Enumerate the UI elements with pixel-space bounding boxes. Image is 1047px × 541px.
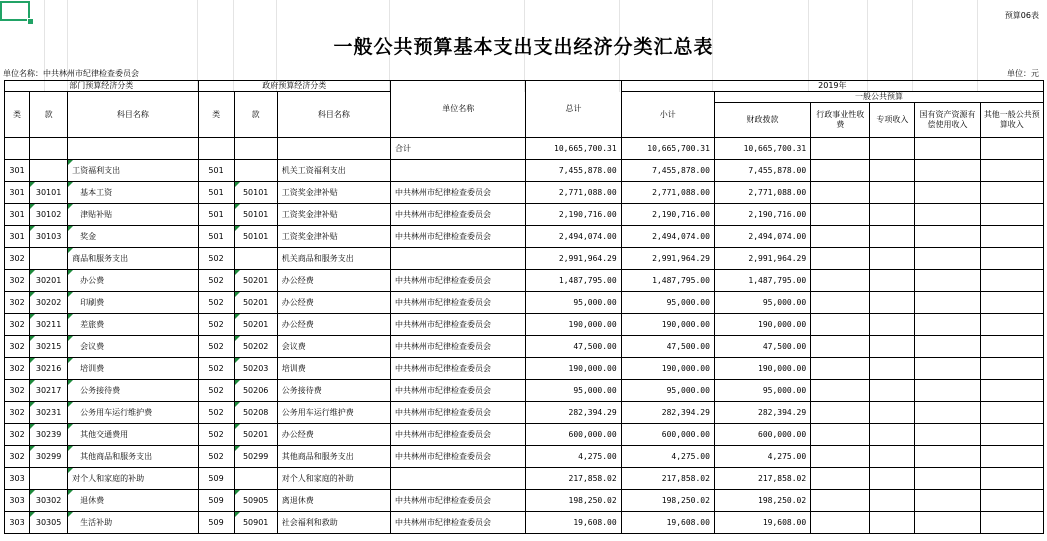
cell-unit[interactable]: 中共林州市纪律检查委员会 [391, 490, 526, 512]
cell-admin-fee[interactable] [811, 182, 870, 204]
cell-gov-lei[interactable]: 502 [198, 248, 234, 270]
cell-gov-subject[interactable]: 机关工资福利支出 [277, 160, 390, 182]
cell-subject[interactable]: 其他交通费用 [68, 424, 198, 446]
cell-other[interactable] [980, 446, 1043, 468]
cell-lei[interactable]: 302 [5, 380, 30, 402]
cell-special[interactable] [870, 512, 915, 534]
cell-total[interactable]: 47,500.00 [526, 336, 621, 358]
cell-total[interactable]: 7,455,878.00 [526, 160, 621, 182]
cell-gov-lei[interactable]: 501 [198, 182, 234, 204]
table-header [5, 81, 1044, 138]
cell-gov-subject[interactable]: 培训费 [277, 358, 390, 380]
table-row [5, 380, 1044, 402]
cell-lei[interactable]: 302 [5, 292, 30, 314]
cell-other[interactable] [980, 248, 1043, 270]
table-row [5, 292, 1044, 314]
header-dept-group[interactable]: 部门预算经济分类 [5, 81, 199, 92]
cell-other[interactable] [980, 358, 1043, 380]
cell-other[interactable] [980, 160, 1043, 182]
cell-state-asset[interactable] [915, 292, 980, 314]
cell-kuan[interactable] [30, 138, 68, 160]
cell-gov-lei[interactable]: 501 [198, 204, 234, 226]
cell-subtotal[interactable]: 95,000.00 [621, 292, 714, 314]
cell-state-asset[interactable] [915, 314, 980, 336]
cell-subject[interactable]: 公务接待费 [68, 380, 198, 402]
cell-gov-subject[interactable]: 工资奖金津补贴 [277, 226, 390, 248]
cell-subtotal[interactable]: 198,250.02 [621, 490, 714, 512]
cell-fiscal[interactable]: 1,487,795.00 [714, 270, 810, 292]
cell-gov-subject[interactable]: 办公经费 [277, 314, 390, 336]
cell-gov-subject[interactable]: 公务接待费 [277, 380, 390, 402]
cell-admin-fee[interactable] [811, 226, 870, 248]
budget-table [4, 80, 1044, 534]
cell-admin-fee[interactable] [811, 468, 870, 490]
cell-gov-subject[interactable]: 社会福利和救助 [277, 512, 390, 534]
header-fiscal[interactable]: 财政拨款 [714, 103, 810, 138]
table-row [5, 446, 1044, 468]
cell-gov-kuan[interactable]: 50901 [234, 512, 277, 534]
cell-admin-fee[interactable] [811, 336, 870, 358]
cell-state-asset[interactable] [915, 138, 980, 160]
cell-subtotal[interactable]: 19,608.00 [621, 512, 714, 534]
cell-admin-fee[interactable] [811, 358, 870, 380]
cell-subtotal[interactable]: 282,394.29 [621, 402, 714, 424]
table-row [5, 490, 1044, 512]
cell-other[interactable] [980, 292, 1043, 314]
cell-other[interactable] [980, 138, 1043, 160]
cell-subject[interactable]: 培训费 [68, 358, 198, 380]
cell-gov-lei[interactable]: 502 [198, 380, 234, 402]
cell-state-asset[interactable] [915, 270, 980, 292]
cell-gov-kuan[interactable]: 50206 [234, 380, 277, 402]
cell-other[interactable] [980, 424, 1043, 446]
currency-unit: 单位：元 [1007, 69, 1039, 78]
cell-total[interactable]: 2,494,074.00 [526, 226, 621, 248]
cell-lei[interactable]: 302 [5, 402, 30, 424]
cell-unit[interactable] [391, 468, 526, 490]
cell-special[interactable] [870, 292, 915, 314]
cell-other[interactable] [980, 226, 1043, 248]
cell-state-asset[interactable] [915, 204, 980, 226]
cell-special[interactable] [870, 380, 915, 402]
cell-other[interactable] [980, 512, 1043, 534]
cell-state-asset[interactable] [915, 358, 980, 380]
cell-state-asset[interactable] [915, 160, 980, 182]
cell-state-asset[interactable] [915, 336, 980, 358]
cell-fiscal[interactable]: 2,494,074.00 [714, 226, 810, 248]
cell-subtotal[interactable]: 47,500.00 [621, 336, 714, 358]
table-row [5, 512, 1044, 534]
cell-kuan[interactable]: 30102 [30, 204, 68, 226]
cell-kuan[interactable]: 30302 [30, 490, 68, 512]
fill-handle[interactable] [27, 18, 34, 25]
cell-subject[interactable]: 奖金 [68, 226, 198, 248]
cell-admin-fee[interactable] [811, 512, 870, 534]
cell-admin-fee[interactable] [811, 446, 870, 468]
table-row [5, 424, 1044, 446]
cell-subject[interactable]: 基本工资 [68, 182, 198, 204]
cell-gov-kuan[interactable] [234, 248, 277, 270]
cell-subtotal[interactable]: 2,190,716.00 [621, 204, 714, 226]
cell-gov-lei[interactable]: 501 [198, 160, 234, 182]
cell-unit[interactable]: 合计 [391, 138, 526, 160]
cell-gov-lei[interactable]: 502 [198, 424, 234, 446]
cell-state-asset[interactable] [915, 402, 980, 424]
table-row [5, 358, 1044, 380]
cell-lei[interactable]: 301 [5, 226, 30, 248]
cell-gov-subject[interactable]: 办公经费 [277, 292, 390, 314]
cell-admin-fee[interactable] [811, 490, 870, 512]
cell-gov-kuan[interactable] [234, 138, 277, 160]
cell-admin-fee[interactable] [811, 270, 870, 292]
cell-admin-fee[interactable] [811, 402, 870, 424]
cell-kuan[interactable] [30, 468, 68, 490]
table-row [5, 204, 1044, 226]
cell-fiscal[interactable]: 10,665,700.31 [714, 138, 810, 160]
cell-subject[interactable]: 会议费 [68, 336, 198, 358]
header-gov-group[interactable]: 政府预算经济分类 [198, 81, 391, 92]
cell-gov-kuan[interactable]: 50299 [234, 446, 277, 468]
cell-total[interactable]: 190,000.00 [526, 314, 621, 336]
cell-subtotal[interactable]: 217,858.02 [621, 468, 714, 490]
cell-kuan[interactable]: 30299 [30, 446, 68, 468]
cell-gov-subject[interactable]: 工资奖金津补贴 [277, 182, 390, 204]
cell-unit[interactable]: 中共林州市纪律检查委员会 [391, 270, 526, 292]
cell-kuan[interactable]: 30217 [30, 380, 68, 402]
header-subtotal[interactable]: 小计 [621, 92, 714, 138]
cell-state-asset[interactable] [915, 490, 980, 512]
cell-lei[interactable]: 303 [5, 468, 30, 490]
cell-subtotal[interactable]: 7,455,878.00 [621, 160, 714, 182]
cell-total[interactable]: 19,608.00 [526, 512, 621, 534]
cell-unit[interactable]: 中共林州市纪律检查委员会 [391, 512, 526, 534]
cell-gov-subject[interactable]: 工资奖金津补贴 [277, 204, 390, 226]
cell-unit[interactable]: 中共林州市纪律检查委员会 [391, 380, 526, 402]
cell-admin-fee[interactable] [811, 204, 870, 226]
cell-gov-kuan[interactable] [234, 468, 277, 490]
cell-gov-lei[interactable]: 501 [198, 226, 234, 248]
cell-special[interactable] [870, 358, 915, 380]
header-gov-kuan[interactable]: 款 [234, 92, 277, 138]
cell-subject[interactable]: 其他商品和服务支出 [68, 446, 198, 468]
cell-gov-subject[interactable]: 会议费 [277, 336, 390, 358]
cell-gov-kuan[interactable]: 50905 [234, 490, 277, 512]
cell-other[interactable] [980, 314, 1043, 336]
cell-state-asset[interactable] [915, 446, 980, 468]
cell-subtotal[interactable]: 600,000.00 [621, 424, 714, 446]
cell-subject[interactable]: 津贴补贴 [68, 204, 198, 226]
cell-fiscal[interactable]: 2,771,088.00 [714, 182, 810, 204]
cell-other[interactable] [980, 182, 1043, 204]
header-gov-subject[interactable]: 科目名称 [277, 92, 390, 138]
cell-total[interactable]: 282,394.29 [526, 402, 621, 424]
cell-special[interactable] [870, 424, 915, 446]
unit-name: 单位名称：中共林州市纪律检查委员会 [3, 69, 139, 78]
cell-state-asset[interactable] [915, 182, 980, 204]
cell-kuan[interactable]: 30239 [30, 424, 68, 446]
cell-state-asset[interactable] [915, 380, 980, 402]
cell-special[interactable] [870, 270, 915, 292]
cell-total[interactable]: 10,665,700.31 [526, 138, 621, 160]
cell-state-asset[interactable] [915, 468, 980, 490]
cell-fiscal[interactable]: 47,500.00 [714, 336, 810, 358]
cell-kuan[interactable]: 30211 [30, 314, 68, 336]
cell-fiscal[interactable]: 2,190,716.00 [714, 204, 810, 226]
header-admin-fee[interactable]: 行政事业性收费 [811, 103, 870, 138]
header-kuan[interactable]: 款 [30, 92, 68, 138]
cell-gov-kuan[interactable]: 50203 [234, 358, 277, 380]
cell-gov-subject[interactable]: 机关商品和服务支出 [277, 248, 390, 270]
cell-kuan[interactable]: 30103 [30, 226, 68, 248]
header-year[interactable]: 2019年 [621, 81, 1043, 92]
cell-gov-kuan[interactable]: 50208 [234, 402, 277, 424]
cell-lei[interactable]: 302 [5, 358, 30, 380]
cell-special[interactable] [870, 446, 915, 468]
cell-subject[interactable] [68, 138, 198, 160]
cell-gov-lei[interactable]: 502 [198, 358, 234, 380]
cell-unit[interactable]: 中共林州市纪律检查委员会 [391, 446, 526, 468]
cell-state-asset[interactable] [915, 226, 980, 248]
cell-lei[interactable]: 303 [5, 512, 30, 534]
cell-fiscal[interactable]: 95,000.00 [714, 380, 810, 402]
table-row [5, 182, 1044, 204]
cell-gov-lei[interactable]: 502 [198, 446, 234, 468]
cell-gov-kuan[interactable]: 50201 [234, 314, 277, 336]
cell-gov-kuan[interactable] [234, 160, 277, 182]
cell-lei[interactable]: 302 [5, 314, 30, 336]
cell-unit[interactable] [391, 160, 526, 182]
cell-gov-kuan[interactable]: 50101 [234, 226, 277, 248]
cell-total[interactable]: 1,487,795.00 [526, 270, 621, 292]
cell-lei[interactable]: 301 [5, 182, 30, 204]
header-unit[interactable]: 单位名称 [391, 81, 526, 138]
cell-unit[interactable] [391, 248, 526, 270]
cell-special[interactable] [870, 248, 915, 270]
cell-total[interactable]: 600,000.00 [526, 424, 621, 446]
cell-admin-fee[interactable] [811, 160, 870, 182]
cell-fiscal[interactable]: 600,000.00 [714, 424, 810, 446]
table-row [5, 226, 1044, 248]
cell-state-asset[interactable] [915, 512, 980, 534]
cell-admin-fee[interactable] [811, 292, 870, 314]
cell-subtotal[interactable]: 2,771,088.00 [621, 182, 714, 204]
header-general-budget[interactable]: 一般公共预算 [714, 92, 1043, 103]
cell-special[interactable] [870, 138, 915, 160]
cell-other[interactable] [980, 336, 1043, 358]
cell-total[interactable]: 217,858.02 [526, 468, 621, 490]
cell-unit[interactable]: 中共林州市纪律检查委员会 [391, 182, 526, 204]
header-state-asset[interactable]: 国有资产资源有偿使用收入 [915, 103, 980, 138]
cell-gov-lei[interactable] [198, 138, 234, 160]
cell-gov-kuan[interactable]: 50101 [234, 182, 277, 204]
cell-gov-subject[interactable] [277, 138, 390, 160]
header-special[interactable]: 专项收入 [870, 103, 915, 138]
cell-kuan[interactable] [30, 248, 68, 270]
cell-gov-kuan[interactable]: 50201 [234, 292, 277, 314]
cell-other[interactable] [980, 270, 1043, 292]
cell-unit[interactable]: 中共林州市纪律检查委员会 [391, 204, 526, 226]
cell-kuan[interactable]: 30215 [30, 336, 68, 358]
cell-subtotal[interactable]: 190,000.00 [621, 358, 714, 380]
cell-other[interactable] [980, 490, 1043, 512]
cell-unit[interactable]: 中共林州市纪律检查委员会 [391, 358, 526, 380]
cell-kuan[interactable]: 30101 [30, 182, 68, 204]
cell-gov-kuan[interactable]: 50101 [234, 204, 277, 226]
cell-lei[interactable]: 302 [5, 446, 30, 468]
cell-special[interactable] [870, 226, 915, 248]
cell-subtotal[interactable]: 2,494,074.00 [621, 226, 714, 248]
cell-lei[interactable] [5, 138, 30, 160]
cell-admin-fee[interactable] [811, 248, 870, 270]
cell-subtotal[interactable]: 1,487,795.00 [621, 270, 714, 292]
cell-subject[interactable]: 工资福利支出 [68, 160, 198, 182]
cell-fiscal[interactable]: 198,250.02 [714, 490, 810, 512]
cell-fiscal[interactable]: 190,000.00 [714, 358, 810, 380]
table-row [5, 248, 1044, 270]
sheet-title: 一般公共预算基本支出支出经济分类汇总表 [333, 36, 714, 58]
cell-gov-lei[interactable]: 502 [198, 314, 234, 336]
cell-special[interactable] [870, 182, 915, 204]
cell-other[interactable] [980, 204, 1043, 226]
cell-gov-kuan[interactable]: 50202 [234, 336, 277, 358]
table-row [5, 468, 1044, 490]
table-row [5, 270, 1044, 292]
header-total[interactable]: 总计 [526, 81, 621, 138]
cell-gov-lei[interactable]: 502 [198, 402, 234, 424]
cell-subject[interactable]: 公务用车运行维护费 [68, 402, 198, 424]
cell-kuan[interactable]: 30201 [30, 270, 68, 292]
cell-lei[interactable]: 303 [5, 490, 30, 512]
cell-gov-subject[interactable]: 对个人和家庭的补助 [277, 468, 390, 490]
cell-gov-subject[interactable]: 公务用车运行维护费 [277, 402, 390, 424]
cell-subject[interactable]: 对个人和家庭的补助 [68, 468, 198, 490]
cell-unit[interactable]: 中共林州市纪律检查委员会 [391, 424, 526, 446]
cell-kuan[interactable] [30, 160, 68, 182]
cell-gov-kuan[interactable]: 50201 [234, 424, 277, 446]
table-row [5, 314, 1044, 336]
table-row [5, 138, 1044, 160]
cell-unit[interactable]: 中共林州市纪律检查委员会 [391, 336, 526, 358]
cell-subject[interactable]: 生活补助 [68, 512, 198, 534]
cell-fiscal[interactable]: 217,858.02 [714, 468, 810, 490]
cell-state-asset[interactable] [915, 424, 980, 446]
table-row [5, 336, 1044, 358]
cell-subtotal[interactable]: 95,000.00 [621, 380, 714, 402]
cell-subject[interactable]: 印刷费 [68, 292, 198, 314]
cell-subject[interactable]: 差旅费 [68, 314, 198, 336]
cell-gov-lei[interactable]: 502 [198, 336, 234, 358]
cell-special[interactable] [870, 468, 915, 490]
cell-fiscal[interactable]: 2,991,964.29 [714, 248, 810, 270]
header-subject[interactable]: 科目名称 [68, 92, 198, 138]
cell-gov-subject[interactable]: 办公经费 [277, 270, 390, 292]
cell-gov-lei[interactable]: 509 [198, 512, 234, 534]
cell-special[interactable] [870, 336, 915, 358]
header-lei[interactable]: 类 [5, 92, 30, 138]
cell-subject[interactable]: 办公费 [68, 270, 198, 292]
cell-unit[interactable]: 中共林州市纪律检查委员会 [391, 314, 526, 336]
cell-lei[interactable]: 302 [5, 248, 30, 270]
cell-gov-lei[interactable]: 502 [198, 292, 234, 314]
cell-total[interactable]: 95,000.00 [526, 380, 621, 402]
cell-total[interactable]: 2,771,088.00 [526, 182, 621, 204]
cell-total[interactable]: 4,275.00 [526, 446, 621, 468]
cell-subject[interactable]: 商品和服务支出 [68, 248, 198, 270]
cell-subtotal[interactable]: 10,665,700.31 [621, 138, 714, 160]
cell-total[interactable]: 2,190,716.00 [526, 204, 621, 226]
cell-fiscal[interactable]: 19,608.00 [714, 512, 810, 534]
cell-gov-kuan[interactable]: 50201 [234, 270, 277, 292]
cell-fiscal[interactable]: 282,394.29 [714, 402, 810, 424]
cell-lei[interactable]: 301 [5, 160, 30, 182]
cell-total[interactable]: 198,250.02 [526, 490, 621, 512]
cell-fiscal[interactable]: 190,000.00 [714, 314, 810, 336]
cell-total[interactable]: 2,991,964.29 [526, 248, 621, 270]
cell-special[interactable] [870, 490, 915, 512]
header-other[interactable]: 其他一般公共预算收入 [980, 103, 1043, 138]
cell-kuan[interactable]: 30202 [30, 292, 68, 314]
cell-total[interactable]: 95,000.00 [526, 292, 621, 314]
table-row [5, 160, 1044, 182]
cell-subject[interactable]: 退休费 [68, 490, 198, 512]
cell-subtotal[interactable]: 190,000.00 [621, 314, 714, 336]
cell-admin-fee[interactable] [811, 314, 870, 336]
cell-unit[interactable]: 中共林州市纪律检查委员会 [391, 226, 526, 248]
cell-fiscal[interactable]: 95,000.00 [714, 292, 810, 314]
cell-subtotal[interactable]: 2,991,964.29 [621, 248, 714, 270]
cell-admin-fee[interactable] [811, 380, 870, 402]
cell-special[interactable] [870, 314, 915, 336]
cell-state-asset[interactable] [915, 248, 980, 270]
cell-lei[interactable]: 302 [5, 270, 30, 292]
cell-total[interactable]: 190,000.00 [526, 358, 621, 380]
cell-admin-fee[interactable] [811, 138, 870, 160]
cell-admin-fee[interactable] [811, 424, 870, 446]
cell-kuan[interactable]: 30305 [30, 512, 68, 534]
cell-special[interactable] [870, 160, 915, 182]
cell-kuan[interactable]: 30231 [30, 402, 68, 424]
cell-gov-subject[interactable]: 其他商品和服务支出 [277, 446, 390, 468]
cell-unit[interactable]: 中共林州市纪律检查委员会 [391, 402, 526, 424]
cell-fiscal[interactable]: 4,275.00 [714, 446, 810, 468]
cell-other[interactable] [980, 402, 1043, 424]
header-gov-lei[interactable]: 类 [198, 92, 234, 138]
cell-gov-subject[interactable]: 离退休费 [277, 490, 390, 512]
cell-gov-lei[interactable]: 509 [198, 468, 234, 490]
cell-lei[interactable]: 301 [5, 204, 30, 226]
cell-gov-lei[interactable]: 509 [198, 490, 234, 512]
cell-other[interactable] [980, 468, 1043, 490]
table-number: 预算06表 [1004, 11, 1039, 20]
cell-other[interactable] [980, 380, 1043, 402]
table-body [5, 138, 1044, 534]
cell-special[interactable] [870, 204, 915, 226]
cell-special[interactable] [870, 402, 915, 424]
cell-kuan[interactable]: 30216 [30, 358, 68, 380]
table-row [5, 402, 1044, 424]
active-cell-selection[interactable] [0, 1, 30, 21]
cell-gov-lei[interactable]: 502 [198, 270, 234, 292]
cell-unit[interactable]: 中共林州市纪律检查委员会 [391, 292, 526, 314]
cell-gov-subject[interactable]: 办公经费 [277, 424, 390, 446]
cell-subtotal[interactable]: 4,275.00 [621, 446, 714, 468]
cell-fiscal[interactable]: 7,455,878.00 [714, 160, 810, 182]
cell-lei[interactable]: 302 [5, 336, 30, 358]
cell-lei[interactable]: 302 [5, 424, 30, 446]
